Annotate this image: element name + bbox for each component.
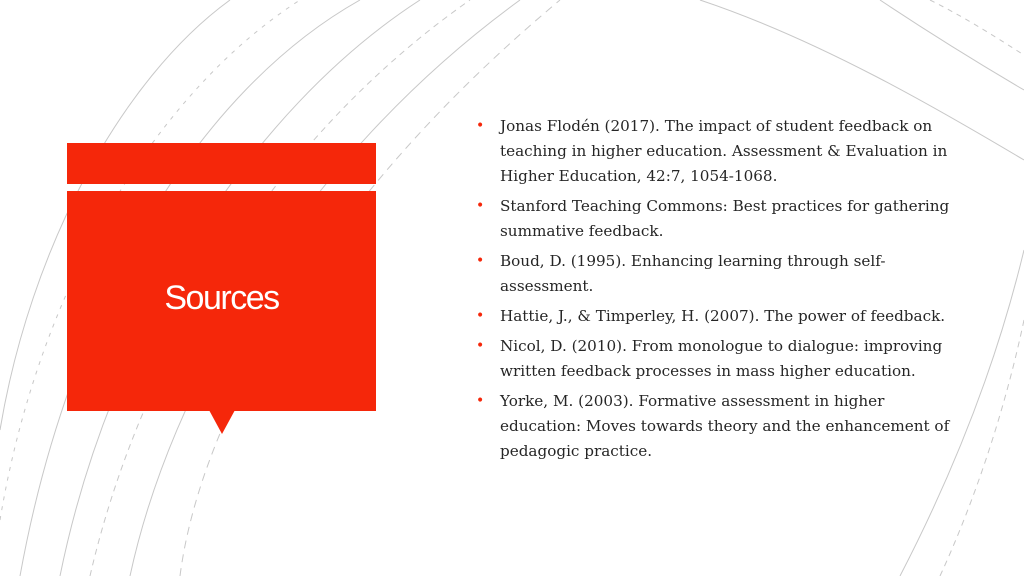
- source-text: Jonas Flodén (2017). The impact of student feedback on teaching in higher education. Assessment & Evaluation in Higher Education, 42:7, 1054-1068.: [500, 117, 948, 185]
- bullet-dot-icon: •: [476, 393, 485, 409]
- source-item: [476, 334, 966, 384]
- source-item: [476, 304, 966, 329]
- source-text: Nicol, D. (2010). From monologue to dialogue: improving written feedback processes in mass higher education.: [500, 337, 943, 380]
- source-text: Yorke, M. (2003). Formative assessment in higher education: Moves towards theory and the enhancement of pedagogic practice.: [500, 392, 950, 460]
- title-panel-pointer: [209, 410, 235, 434]
- source-item: [476, 114, 966, 189]
- slide-title: Sources: [164, 279, 279, 317]
- source-item: [476, 249, 966, 299]
- bullet-dot-icon: •: [476, 338, 485, 354]
- source-text: Hattie, J., & Timperley, H. (2007). The power of feedback.: [500, 307, 946, 325]
- bullet-dot-icon: •: [476, 118, 485, 134]
- source-item: [476, 389, 966, 464]
- bullet-dot-icon: •: [476, 308, 485, 324]
- sources-list: [476, 114, 966, 469]
- source-item: [476, 194, 966, 244]
- bullet-dot-icon: •: [476, 198, 485, 214]
- source-text: Stanford Teaching Commons: Best practices for gathering summative feedback.: [500, 197, 950, 240]
- bullet-dot-icon: •: [476, 253, 485, 269]
- accent-bar: [67, 143, 376, 184]
- source-text: Boud, D. (1995). Enhancing learning through self-assessment.: [500, 252, 886, 295]
